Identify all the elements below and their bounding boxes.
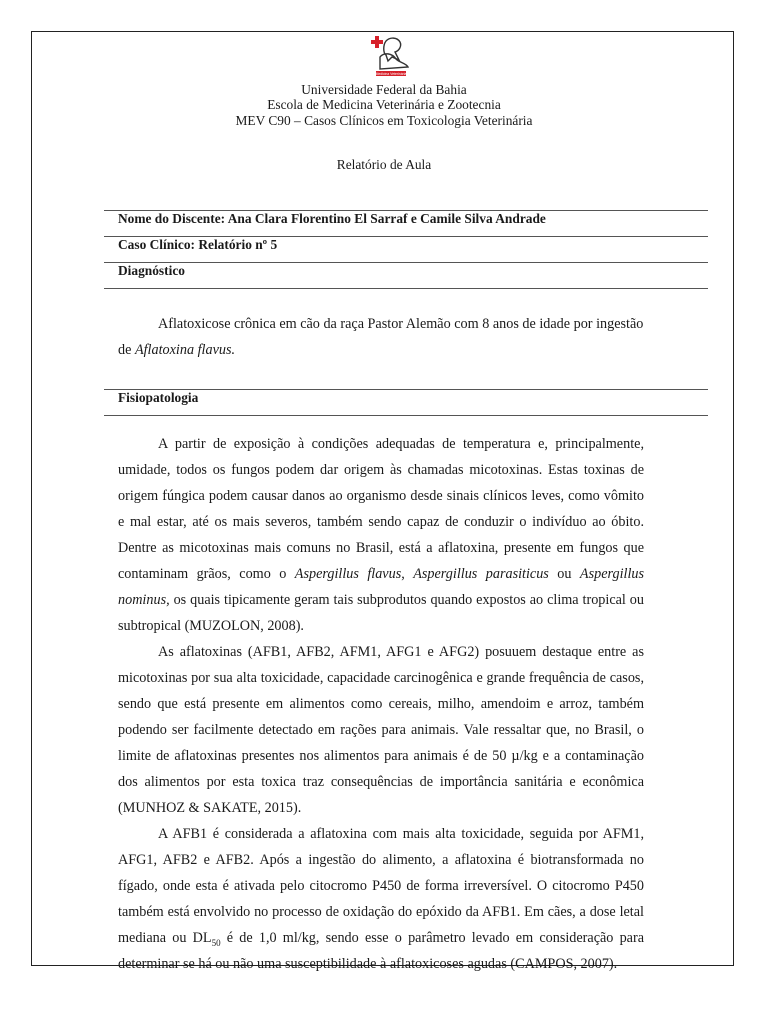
report-type: Relatório de Aula: [336, 157, 432, 172]
paragraph-1: [118, 431, 644, 639]
diagnosis-paragraph: [118, 311, 644, 363]
course-name: MEV C90 – Casos Clínicos em Toxicologia Veterinária: [235, 113, 533, 128]
school-name: Escola de Medicina Veterinária e Zootecnia: [267, 97, 501, 112]
student-name-field: Nome do Discente: Ana Clara Florentino El Sarraf e Camile Silva Andrade: [118, 211, 546, 226]
diagnosis-text: Aflatoxicose crônica em cão da raça Pastor Alemão com 8 anos de idade por ingestão de: [118, 316, 644, 358]
p1-species-3: Aspergillus nominus,: [118, 566, 645, 608]
p3-subscript: 50: [211, 937, 221, 948]
p1-or: ou: [548, 566, 580, 582]
p1-species-1: Aspergillus flavus: [294, 566, 402, 582]
university-name: Universidade Federal da Bahia: [301, 82, 467, 97]
diagnosis-heading: Diagnóstico: [118, 263, 185, 278]
p1-sep: ,: [401, 566, 414, 582]
p3-text: A AFB1 é considerada a aflatoxina com mais alta toxicidade, seguida por AFM1, AFG1, AFB2 e AFB2. Após a ingestão do alimento, a aflatoxina é biotransformada no fígado, onde esta é ativada pelo citocromo P450 de forma irreversível. O citocromo P450 também está envolvido no processo de oxidação do epóxido da AFB1. Em cães, a dose letal mediana ou DL: [118, 826, 644, 946]
body-text: [118, 431, 644, 977]
table-rule: [104, 262, 708, 263]
paragraph-2: As aflatoxinas (AFB1, AFB2, AFM1, AFG1 e AFG2) posuuem destaque entre as micotoxinas por sua alta toxicidade, capacidade carcinogênica e grande frequência de casos, sendo que está presente em alimentos como cereais, milho, amendoim e arroz, também podendo ser facilmente detectado em rações para animais. Vale ressaltar que, no Brasil, o limite de aflatoxinas presentes nos alimentos para animais é de 50 µ/kg e a contaminação dos alimentos por esta toxica traz consequências de importância sanitária e econômica (MUNHOZ & SAKATE, 2015).: [118, 644, 644, 816]
veterinary-logo-icon: [366, 33, 414, 81]
diagnosis-species: Aflatoxina flavus.: [134, 342, 236, 358]
table-rule: [104, 288, 708, 289]
p3-end: é de 1,0 ml/kg, sendo esse o parâmetro levado em consideração para determinar se há ou não uma susceptibilidade à aflatoxicoses agudas (CAMPOS, 2007).: [118, 930, 644, 972]
logo-caption: Medicina Veterinária: [375, 72, 407, 76]
p1-text: A partir de exposição à condições adequadas de temperatura e, principalmente, umidade, todos os fungos podem dar origem às chamadas micotoxinas. Estas toxinas de origem fúngica podem causar danos ao organismo desde sinais clínicos leves, como vômito e mal estar, até os mais severos, também sendo capaz de conduzir o indivíduo ao óbito. Dentre as micotoxinas mais comuns no Brasil, está a aflatoxina, presente em fungos que contaminam grãos, como o: [118, 436, 644, 582]
p1-end: os quais tipicamente geram tais subprodutos quando expostos ao clima tropical ou subtropical (MUZOLON, 2008).: [118, 592, 644, 634]
paragraph-3: [118, 821, 644, 977]
table-rule: [104, 415, 708, 416]
physiopathology-heading: Fisiopatologia: [118, 390, 199, 405]
p1-species-2: Aspergillus parasiticus: [413, 566, 549, 582]
clinical-case-field: Caso Clínico: Relatório nº 5: [118, 237, 278, 252]
